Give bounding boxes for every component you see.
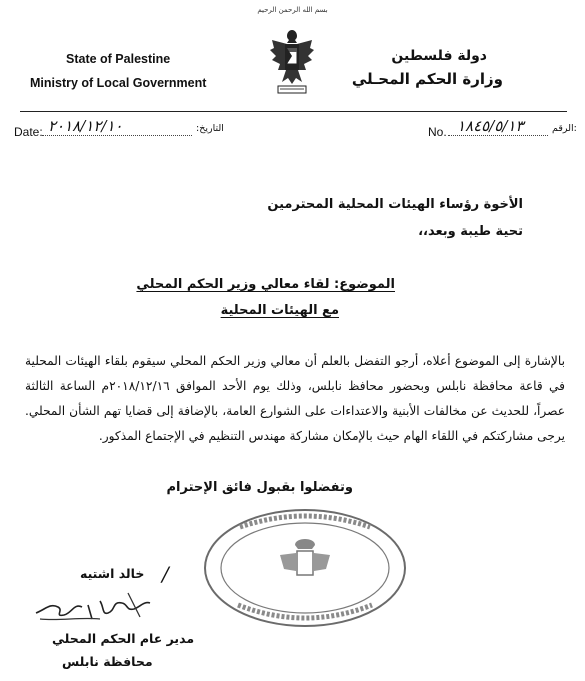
header-divider — [20, 111, 567, 112]
subject-line: الموضوع: لقاء معالي وزير الحكم المحلي — [136, 277, 395, 292]
date-value: ٢٠١٨/١٢/١٠ — [48, 117, 123, 135]
handwritten-signature-icon — [28, 585, 178, 625]
palestine-eagle-emblem-icon — [268, 26, 316, 102]
closing-phrase: وتفضلوا بقبول فائق الإحترام — [166, 480, 353, 495]
date-arabic-label: التاريخ: — [196, 123, 224, 134]
date-label: Date: — [14, 125, 43, 139]
arabic-state-name: دولة فلسطين — [391, 48, 487, 64]
subject-line-continued: مع الهيئات المحلية — [220, 303, 339, 318]
official-stamp-icon — [200, 505, 410, 631]
reference-number-label: No. — [428, 125, 447, 139]
signer-title: مدير عام الحكم المحلي — [52, 631, 195, 646]
signer-name: خالد اشتيه — [80, 566, 145, 581]
letter-body: بالإشارة إلى الموضوع أعلاه، أرجو التفضل بالعلم أن معالي وزير الحكم المحلي سيقوم بلقاء الهيئات المحلية في قاعة محافظة نابلس وبحضور محافظ نابلس، وذلك يوم الأحد الموافق ٢٠١٨/١٢/١٦م الساعة الثالثة عصراً، للحديث عن مخالفات الأبنية والاعتداءات على الشوارع العامة، بالإضافة إلى قضايا تهم الشأن المحلي. يرجى مشاركتكم في اللقاء الهام حيث بالإمكان مشاركة مهندس التنظيم في الإجتماع المذكور. — [25, 354, 566, 443]
signer-governorate: محافظة نابلس — [62, 654, 153, 669]
arabic-ministry-name: وزارة الحكم المحـلي — [351, 70, 503, 88]
english-state-name: State of Palestine — [66, 52, 171, 66]
english-ministry-name: Ministry of Local Government — [30, 76, 207, 90]
reference-number-arabic-label: الرقم: — [552, 123, 577, 134]
salutation-recipients: الأخوة رؤساء الهيئات المحلية المحترمين — [267, 197, 523, 212]
basmala: بسم الله الرحمن الرحيم — [257, 6, 328, 14]
reference-number-value: ١٨٤٥/٥/١٣ — [457, 117, 524, 135]
signature-mark: / — [162, 562, 169, 586]
number-dotted-line — [448, 135, 548, 136]
salutation-greeting: تحية طيبة وبعد،، — [418, 224, 523, 239]
date-dotted-line — [42, 135, 192, 136]
